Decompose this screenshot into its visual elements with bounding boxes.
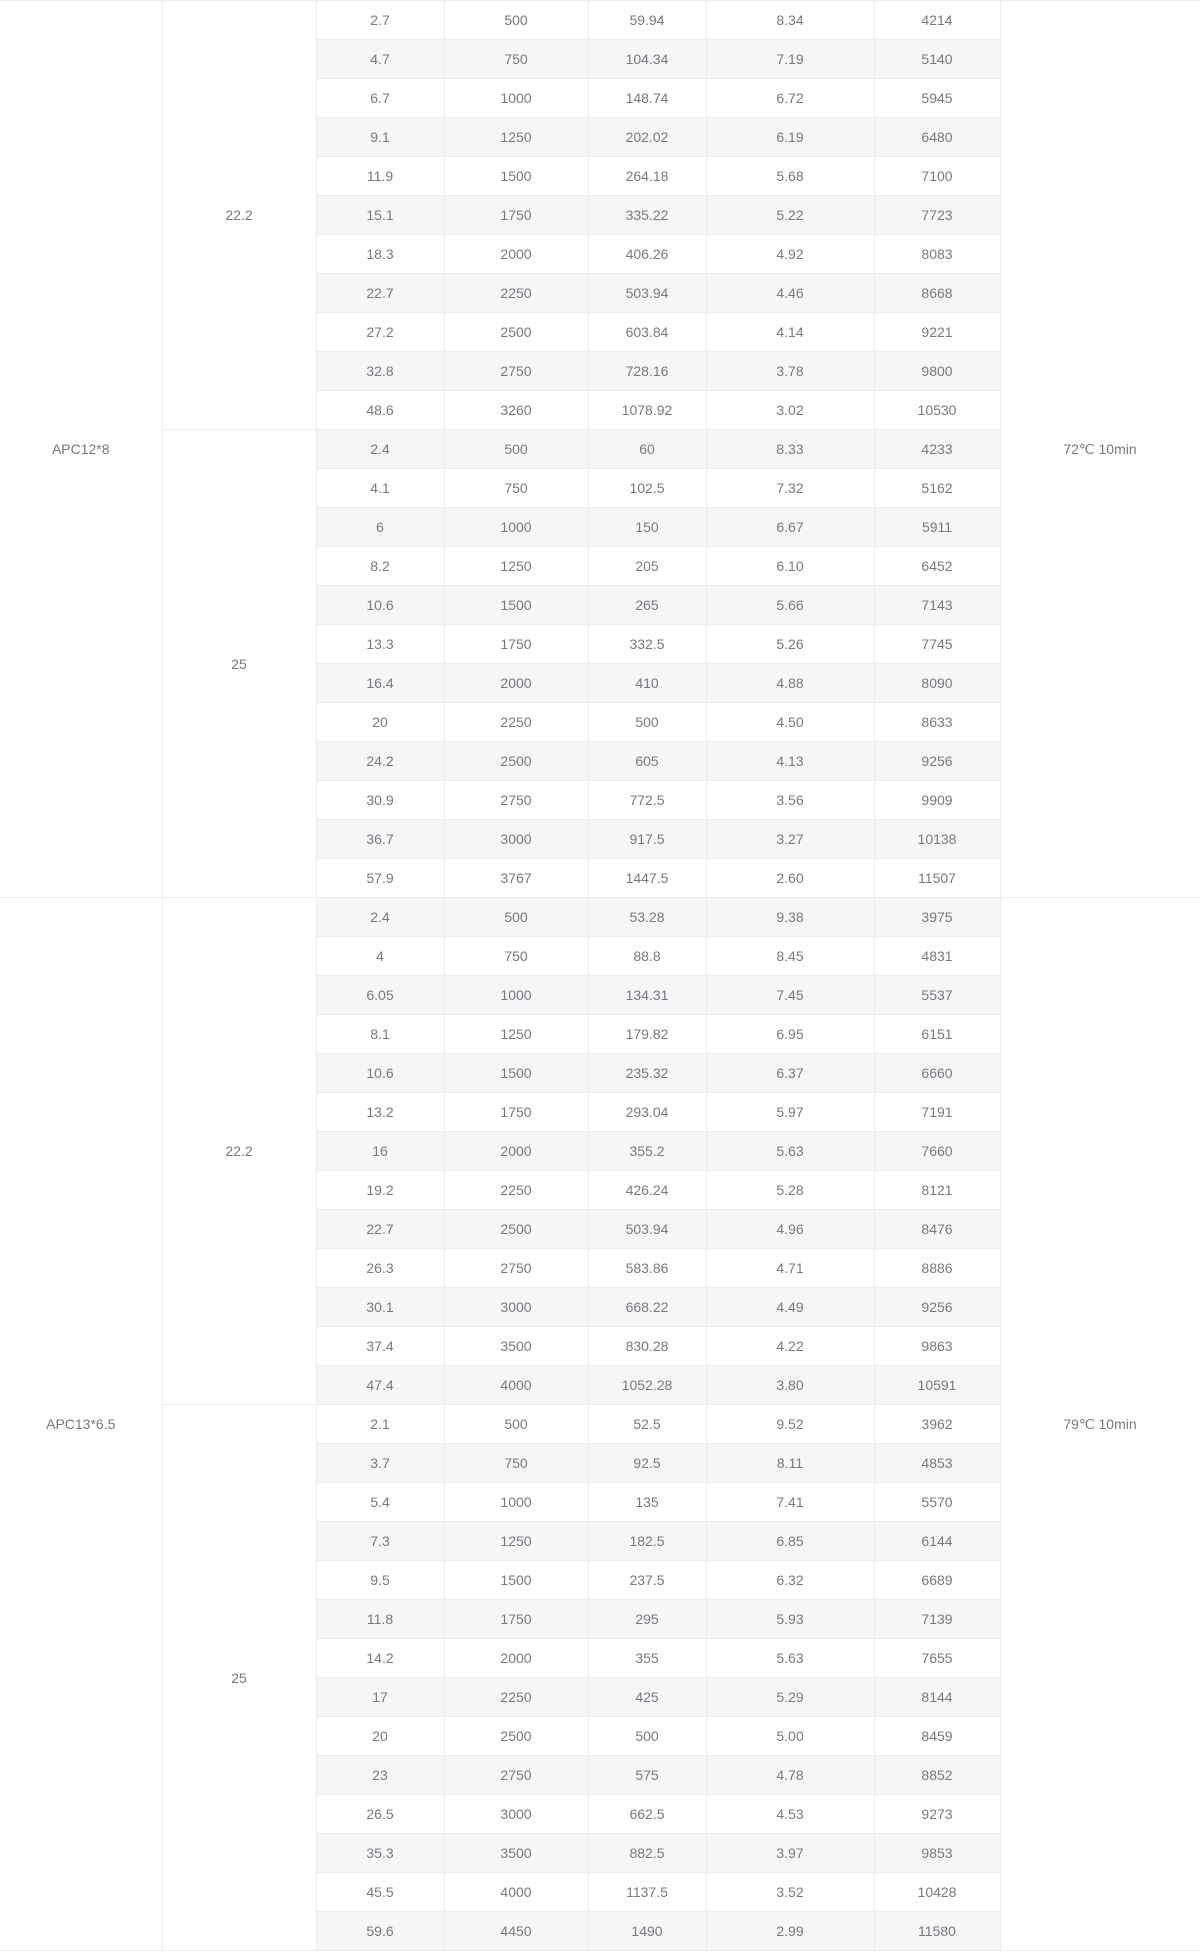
- rpm-cell: 10428: [874, 1873, 1000, 1912]
- efficiency-cell: 7.45: [706, 976, 874, 1015]
- thrust-cell: 3500: [444, 1834, 588, 1873]
- current-cell: 20: [316, 703, 444, 742]
- efficiency-cell: 9.52: [706, 1405, 874, 1444]
- power-cell: 575: [588, 1756, 706, 1795]
- rpm-cell: 5162: [874, 469, 1000, 508]
- current-cell: 11.8: [316, 1600, 444, 1639]
- thrust-cell: 2250: [444, 274, 588, 313]
- thrust-cell: 4000: [444, 1366, 588, 1405]
- efficiency-cell: 4.50: [706, 703, 874, 742]
- thrust-cell: 2500: [444, 1717, 588, 1756]
- efficiency-cell: 5.63: [706, 1132, 874, 1171]
- current-cell: 5.4: [316, 1483, 444, 1522]
- current-cell: 26.3: [316, 1249, 444, 1288]
- power-cell: 92.5: [588, 1444, 706, 1483]
- power-cell: 500: [588, 703, 706, 742]
- current-cell: 36.7: [316, 820, 444, 859]
- power-cell: 335.22: [588, 196, 706, 235]
- current-cell: 11.9: [316, 157, 444, 196]
- efficiency-cell: 5.28: [706, 1171, 874, 1210]
- efficiency-cell: 5.22: [706, 196, 874, 235]
- thrust-cell: 750: [444, 469, 588, 508]
- efficiency-cell: 8.11: [706, 1444, 874, 1483]
- rpm-cell: 10591: [874, 1366, 1000, 1405]
- rpm-cell: 8852: [874, 1756, 1000, 1795]
- efficiency-cell: 3.02: [706, 391, 874, 430]
- efficiency-cell: 2.99: [706, 1912, 874, 1951]
- current-cell: 19.2: [316, 1171, 444, 1210]
- rpm-cell: 9909: [874, 781, 1000, 820]
- power-cell: 728.16: [588, 352, 706, 391]
- voltage-cell: 22.2: [162, 1, 316, 430]
- efficiency-cell: 6.10: [706, 547, 874, 586]
- thrust-cell: 2250: [444, 1171, 588, 1210]
- thrust-cell: 3000: [444, 1288, 588, 1327]
- thrust-cell: 2750: [444, 781, 588, 820]
- thrust-cell: 1750: [444, 1093, 588, 1132]
- thrust-cell: 2250: [444, 1678, 588, 1717]
- thrust-cell: 2750: [444, 1249, 588, 1288]
- power-cell: 882.5: [588, 1834, 706, 1873]
- efficiency-cell: 8.45: [706, 937, 874, 976]
- efficiency-cell: 5.66: [706, 586, 874, 625]
- current-cell: 20: [316, 1717, 444, 1756]
- thrust-cell: 1500: [444, 157, 588, 196]
- efficiency-cell: 5.29: [706, 1678, 874, 1717]
- current-cell: 10.6: [316, 1054, 444, 1093]
- rpm-cell: 8459: [874, 1717, 1000, 1756]
- thrust-cell: 1750: [444, 196, 588, 235]
- rpm-cell: 3962: [874, 1405, 1000, 1444]
- power-cell: 179.82: [588, 1015, 706, 1054]
- current-cell: 18.3: [316, 235, 444, 274]
- thrust-cell: 1500: [444, 1561, 588, 1600]
- current-cell: 24.2: [316, 742, 444, 781]
- efficiency-cell: 4.78: [706, 1756, 874, 1795]
- voltage-cell: 25: [162, 430, 316, 898]
- current-cell: 8.2: [316, 547, 444, 586]
- power-cell: 53.28: [588, 898, 706, 937]
- power-cell: 88.8: [588, 937, 706, 976]
- efficiency-cell: 6.32: [706, 1561, 874, 1600]
- current-cell: 16.4: [316, 664, 444, 703]
- efficiency-cell: 5.00: [706, 1717, 874, 1756]
- rpm-cell: 4853: [874, 1444, 1000, 1483]
- rpm-cell: 5911: [874, 508, 1000, 547]
- efficiency-cell: 3.27: [706, 820, 874, 859]
- rpm-cell: 3975: [874, 898, 1000, 937]
- current-cell: 27.2: [316, 313, 444, 352]
- power-cell: 500: [588, 1717, 706, 1756]
- power-cell: 355.2: [588, 1132, 706, 1171]
- thrust-cell: 2500: [444, 313, 588, 352]
- power-cell: 205: [588, 547, 706, 586]
- efficiency-cell: 4.46: [706, 274, 874, 313]
- table-row: [0, 1, 1200, 40]
- power-cell: 772.5: [588, 781, 706, 820]
- rpm-cell: 8886: [874, 1249, 1000, 1288]
- thrust-cell: 2000: [444, 1639, 588, 1678]
- rpm-cell: 7745: [874, 625, 1000, 664]
- power-cell: 1078.92: [588, 391, 706, 430]
- efficiency-cell: 6.19: [706, 118, 874, 157]
- efficiency-cell: 7.19: [706, 40, 874, 79]
- current-cell: 14.2: [316, 1639, 444, 1678]
- thrust-cell: 2750: [444, 352, 588, 391]
- rpm-cell: 9800: [874, 352, 1000, 391]
- current-cell: 2.4: [316, 430, 444, 469]
- rpm-cell: 6452: [874, 547, 1000, 586]
- efficiency-cell: 4.88: [706, 664, 874, 703]
- thrust-cell: 1000: [444, 79, 588, 118]
- current-cell: 2.4: [316, 898, 444, 937]
- voltage-cell: 22.2: [162, 898, 316, 1405]
- thrust-cell: 1250: [444, 1015, 588, 1054]
- efficiency-cell: 7.32: [706, 469, 874, 508]
- efficiency-cell: 6.72: [706, 79, 874, 118]
- efficiency-cell: 5.26: [706, 625, 874, 664]
- efficiency-cell: 6.37: [706, 1054, 874, 1093]
- power-cell: 917.5: [588, 820, 706, 859]
- thrust-cell: 3000: [444, 820, 588, 859]
- current-cell: 57.9: [316, 859, 444, 898]
- current-cell: 2.1: [316, 1405, 444, 1444]
- thrust-cell: 750: [444, 40, 588, 79]
- efficiency-cell: 4.96: [706, 1210, 874, 1249]
- thrust-cell: 3767: [444, 859, 588, 898]
- rpm-cell: 8476: [874, 1210, 1000, 1249]
- efficiency-cell: 4.71: [706, 1249, 874, 1288]
- rpm-cell: 6144: [874, 1522, 1000, 1561]
- rpm-cell: 9273: [874, 1795, 1000, 1834]
- thrust-cell: 1000: [444, 1483, 588, 1522]
- power-cell: 104.34: [588, 40, 706, 79]
- power-cell: 134.31: [588, 976, 706, 1015]
- thrust-cell: 3260: [444, 391, 588, 430]
- rpm-cell: 8668: [874, 274, 1000, 313]
- thrust-cell: 1500: [444, 586, 588, 625]
- power-cell: 150: [588, 508, 706, 547]
- power-cell: 406.26: [588, 235, 706, 274]
- rpm-cell: 9256: [874, 1288, 1000, 1327]
- power-cell: 52.5: [588, 1405, 706, 1444]
- rpm-cell: 9256: [874, 742, 1000, 781]
- power-cell: 1052.28: [588, 1366, 706, 1405]
- rpm-cell: 4831: [874, 937, 1000, 976]
- current-cell: 22.7: [316, 1210, 444, 1249]
- thrust-cell: 2500: [444, 1210, 588, 1249]
- rpm-cell: 10138: [874, 820, 1000, 859]
- efficiency-cell: 3.80: [706, 1366, 874, 1405]
- current-cell: 6: [316, 508, 444, 547]
- rpm-cell: 7191: [874, 1093, 1000, 1132]
- thrust-cell: 2000: [444, 664, 588, 703]
- thrust-cell: 3000: [444, 1795, 588, 1834]
- rpm-cell: 6480: [874, 118, 1000, 157]
- rpm-cell: 5570: [874, 1483, 1000, 1522]
- efficiency-cell: 6.67: [706, 508, 874, 547]
- power-cell: 830.28: [588, 1327, 706, 1366]
- power-cell: 265: [588, 586, 706, 625]
- power-cell: 295: [588, 1600, 706, 1639]
- rpm-cell: 7723: [874, 196, 1000, 235]
- model-cell: APC12*8: [0, 1, 162, 898]
- efficiency-cell: 3.78: [706, 352, 874, 391]
- thrust-cell: 3500: [444, 1327, 588, 1366]
- efficiency-cell: 5.68: [706, 157, 874, 196]
- efficiency-cell: 4.22: [706, 1327, 874, 1366]
- model-cell: APC13*6.5: [0, 898, 162, 1951]
- power-cell: 182.5: [588, 1522, 706, 1561]
- thrust-cell: 1250: [444, 547, 588, 586]
- power-cell: 235.32: [588, 1054, 706, 1093]
- thrust-cell: 1750: [444, 1600, 588, 1639]
- power-cell: 668.22: [588, 1288, 706, 1327]
- efficiency-cell: 8.33: [706, 430, 874, 469]
- efficiency-cell: 3.52: [706, 1873, 874, 1912]
- thrust-cell: 2250: [444, 703, 588, 742]
- efficiency-cell: 4.13: [706, 742, 874, 781]
- current-cell: 16: [316, 1132, 444, 1171]
- current-cell: 35.3: [316, 1834, 444, 1873]
- rpm-cell: 7655: [874, 1639, 1000, 1678]
- thrust-cell: 500: [444, 898, 588, 937]
- power-cell: 603.84: [588, 313, 706, 352]
- efficiency-cell: 5.63: [706, 1639, 874, 1678]
- power-cell: 1447.5: [588, 859, 706, 898]
- thrust-cell: 1750: [444, 625, 588, 664]
- current-cell: 45.5: [316, 1873, 444, 1912]
- efficiency-cell: 5.97: [706, 1093, 874, 1132]
- rpm-cell: 8090: [874, 664, 1000, 703]
- table-body: [0, 1, 1200, 1951]
- current-cell: 22.7: [316, 274, 444, 313]
- current-cell: 26.5: [316, 1795, 444, 1834]
- efficiency-cell: 2.60: [706, 859, 874, 898]
- thrust-cell: 1250: [444, 1522, 588, 1561]
- power-cell: 102.5: [588, 469, 706, 508]
- current-cell: 32.8: [316, 352, 444, 391]
- current-cell: 4.7: [316, 40, 444, 79]
- thrust-cell: 1000: [444, 976, 588, 1015]
- power-cell: 332.5: [588, 625, 706, 664]
- rpm-cell: 8144: [874, 1678, 1000, 1717]
- rpm-cell: 7143: [874, 586, 1000, 625]
- rpm-cell: 4214: [874, 1, 1000, 40]
- current-cell: 7.3: [316, 1522, 444, 1561]
- power-cell: 1490: [588, 1912, 706, 1951]
- rpm-cell: 8633: [874, 703, 1000, 742]
- rpm-cell: 11580: [874, 1912, 1000, 1951]
- current-cell: 48.6: [316, 391, 444, 430]
- efficiency-cell: 9.38: [706, 898, 874, 937]
- power-cell: 60: [588, 430, 706, 469]
- voltage-cell: 25: [162, 1405, 316, 1951]
- temperature-cell: 79℃ 10min: [1000, 898, 1200, 1951]
- power-cell: 59.94: [588, 1, 706, 40]
- efficiency-cell: 7.41: [706, 1483, 874, 1522]
- rpm-cell: 9863: [874, 1327, 1000, 1366]
- current-cell: 9.1: [316, 118, 444, 157]
- rpm-cell: 5537: [874, 976, 1000, 1015]
- thrust-cell: 4000: [444, 1873, 588, 1912]
- rpm-cell: 6151: [874, 1015, 1000, 1054]
- thrust-cell: 750: [444, 937, 588, 976]
- power-cell: 410: [588, 664, 706, 703]
- table-row: [0, 898, 1200, 937]
- power-cell: 426.24: [588, 1171, 706, 1210]
- power-cell: 503.94: [588, 274, 706, 313]
- thrust-cell: 1000: [444, 508, 588, 547]
- efficiency-cell: 6.85: [706, 1522, 874, 1561]
- thrust-cell: 2500: [444, 742, 588, 781]
- efficiency-cell: 3.56: [706, 781, 874, 820]
- efficiency-cell: 3.97: [706, 1834, 874, 1873]
- thrust-cell: 1250: [444, 118, 588, 157]
- power-cell: 237.5: [588, 1561, 706, 1600]
- rpm-cell: 10530: [874, 391, 1000, 430]
- current-cell: 13.2: [316, 1093, 444, 1132]
- power-cell: 583.86: [588, 1249, 706, 1288]
- power-cell: 1137.5: [588, 1873, 706, 1912]
- rpm-cell: 7100: [874, 157, 1000, 196]
- rpm-cell: 6689: [874, 1561, 1000, 1600]
- current-cell: 30.1: [316, 1288, 444, 1327]
- current-cell: 37.4: [316, 1327, 444, 1366]
- rpm-cell: 5140: [874, 40, 1000, 79]
- efficiency-cell: 5.93: [706, 1600, 874, 1639]
- efficiency-cell: 4.49: [706, 1288, 874, 1327]
- power-cell: 264.18: [588, 157, 706, 196]
- current-cell: 6.7: [316, 79, 444, 118]
- current-cell: 6.05: [316, 976, 444, 1015]
- current-cell: 15.1: [316, 196, 444, 235]
- current-cell: 9.5: [316, 1561, 444, 1600]
- current-cell: 4: [316, 937, 444, 976]
- power-cell: 293.04: [588, 1093, 706, 1132]
- rpm-cell: 8121: [874, 1171, 1000, 1210]
- power-cell: 135: [588, 1483, 706, 1522]
- current-cell: 59.6: [316, 1912, 444, 1951]
- thrust-cell: 2000: [444, 1132, 588, 1171]
- current-cell: 13.3: [316, 625, 444, 664]
- current-cell: 2.7: [316, 1, 444, 40]
- efficiency-cell: 4.53: [706, 1795, 874, 1834]
- power-cell: 503.94: [588, 1210, 706, 1249]
- rpm-cell: 5945: [874, 79, 1000, 118]
- thrust-cell: 1500: [444, 1054, 588, 1093]
- rpm-cell: 8083: [874, 235, 1000, 274]
- rpm-cell: 7660: [874, 1132, 1000, 1171]
- current-cell: 4.1: [316, 469, 444, 508]
- current-cell: 17: [316, 1678, 444, 1717]
- power-cell: 202.02: [588, 118, 706, 157]
- efficiency-cell: 4.14: [706, 313, 874, 352]
- efficiency-cell: 4.92: [706, 235, 874, 274]
- power-cell: 425: [588, 1678, 706, 1717]
- efficiency-cell: 6.95: [706, 1015, 874, 1054]
- rpm-cell: 6660: [874, 1054, 1000, 1093]
- current-cell: 10.6: [316, 586, 444, 625]
- current-cell: 47.4: [316, 1366, 444, 1405]
- thrust-cell: 2750: [444, 1756, 588, 1795]
- rpm-cell: 9853: [874, 1834, 1000, 1873]
- power-cell: 355: [588, 1639, 706, 1678]
- thrust-cell: 500: [444, 1, 588, 40]
- rpm-cell: 9221: [874, 313, 1000, 352]
- power-cell: 662.5: [588, 1795, 706, 1834]
- thrust-cell: 500: [444, 1405, 588, 1444]
- temperature-cell: 72℃ 10min: [1000, 1, 1200, 898]
- thrust-cell: 2000: [444, 235, 588, 274]
- current-cell: 30.9: [316, 781, 444, 820]
- rpm-cell: 11507: [874, 859, 1000, 898]
- thrust-cell: 4450: [444, 1912, 588, 1951]
- power-cell: 605: [588, 742, 706, 781]
- rpm-cell: 7139: [874, 1600, 1000, 1639]
- current-cell: 23: [316, 1756, 444, 1795]
- thrust-cell: 750: [444, 1444, 588, 1483]
- power-cell: 148.74: [588, 79, 706, 118]
- thrust-cell: 500: [444, 430, 588, 469]
- current-cell: 8.1: [316, 1015, 444, 1054]
- current-cell: 3.7: [316, 1444, 444, 1483]
- rpm-cell: 4233: [874, 430, 1000, 469]
- efficiency-cell: 8.34: [706, 1, 874, 40]
